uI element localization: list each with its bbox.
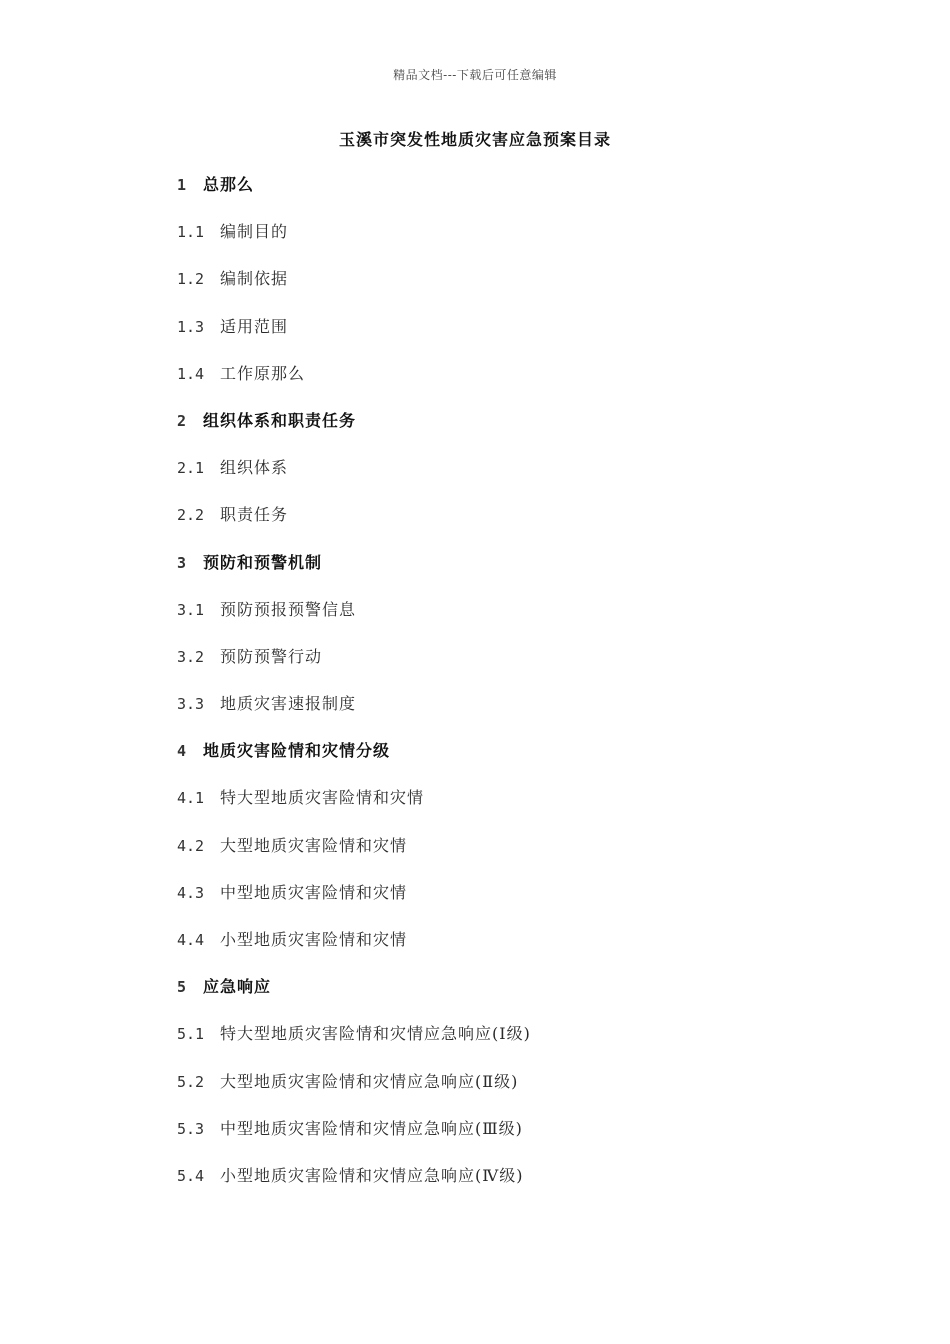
toc-item-number: 3.3 (177, 695, 205, 714)
toc-subsection (177, 361, 877, 408)
toc-item-text: 总那么 (203, 175, 255, 194)
toc-section (177, 974, 877, 1021)
toc-subsection (177, 1021, 877, 1068)
toc-item-number: 5.4 (177, 1166, 205, 1185)
toc-item-text: 大型地质灾害险情和灾情应急响应(Ⅱ级) (220, 1071, 519, 1091)
toc-section (177, 738, 877, 785)
toc-item-number: 4.1 (177, 789, 205, 808)
toc-item-number: 3.2 (177, 647, 205, 666)
toc-item-number: 1.3 (177, 317, 205, 336)
toc-subsection (177, 691, 877, 738)
toc-item-number: 4 (177, 742, 187, 761)
toc-subsection (177, 1116, 877, 1163)
toc-item-text: 小型地质灾害险情和灾情 (220, 930, 408, 949)
toc-item-number: 1.1 (177, 223, 205, 242)
toc-item-number: 2.1 (177, 459, 205, 478)
toc-item-text: 中型地质灾害险情和灾情应急响应(Ⅲ级) (220, 1118, 523, 1138)
toc-item-text: 中型地质灾害险情和灾情 (220, 882, 408, 902)
table-of-contents (177, 172, 877, 1210)
toc-item-text: 地质灾害险情和灾情分级 (203, 741, 391, 761)
toc-subsection (177, 597, 877, 644)
toc-item-text: 工作原那么 (220, 363, 306, 383)
toc-item-number: 4.3 (177, 883, 205, 902)
toc-item-number: 5.3 (177, 1119, 205, 1138)
toc-item-text: 适用范围 (220, 316, 289, 336)
toc-subsection (177, 880, 877, 927)
page-header: 精品文档---下载后可任意编辑 (393, 68, 557, 82)
toc-item-number: 5.1 (177, 1025, 205, 1044)
toc-item-text: 特大型地质灾害险情和灾情应急响应(Ⅰ级) (220, 1024, 531, 1044)
toc-subsection (177, 219, 877, 266)
toc-item-number: 5.2 (177, 1072, 205, 1091)
toc-item-number: 4.2 (177, 836, 205, 855)
toc-item-number: 1.4 (177, 364, 205, 383)
toc-item-text: 预防和预警机制 (203, 552, 323, 572)
toc-item-number: 3.1 (177, 600, 205, 619)
toc-item-text: 特大型地质灾害险情和灾情 (220, 788, 425, 808)
toc-subsection (177, 314, 877, 361)
toc-section (177, 550, 877, 597)
toc-subsection (177, 502, 877, 549)
toc-item-number: 3 (177, 553, 187, 572)
toc-item-text: 职责任务 (220, 505, 289, 525)
toc-item-number: 1.2 (177, 270, 205, 289)
toc-item-text: 编制依据 (220, 269, 289, 289)
toc-section (177, 172, 877, 219)
toc-item-text: 地质灾害速报制度 (220, 694, 357, 714)
toc-item-number: 2 (177, 411, 187, 430)
toc-section (177, 408, 877, 455)
toc-subsection (177, 644, 877, 691)
toc-subsection (177, 266, 877, 313)
toc-item-text: 组织体系和职责任务 (203, 410, 357, 430)
toc-item-number: 4.4 (177, 931, 205, 949)
toc-item-text: 编制目的 (220, 222, 289, 242)
toc-subsection (177, 785, 877, 832)
toc-subsection (177, 927, 877, 974)
toc-item-text: 小型地质灾害险情和灾情应急响应(Ⅳ级) (220, 1165, 524, 1185)
toc-subsection (177, 1163, 877, 1210)
toc-subsection (177, 455, 877, 502)
toc-subsection (177, 1069, 877, 1116)
toc-item-number: 5 (177, 978, 187, 997)
toc-item-text: 预防预警行动 (220, 646, 323, 666)
toc-item-number: 2.2 (177, 506, 205, 525)
toc-item-text: 组织体系 (220, 458, 289, 478)
toc-item-number: 1 (177, 176, 187, 194)
toc-item-text: 大型地质灾害险情和灾情 (220, 835, 408, 855)
document-title: 玉溪市突发性地质灾害应急预案目录 (338, 130, 611, 149)
toc-subsection (177, 833, 877, 880)
toc-item-text: 预防预报预警信息 (220, 599, 357, 619)
toc-item-text: 应急响应 (203, 977, 272, 997)
